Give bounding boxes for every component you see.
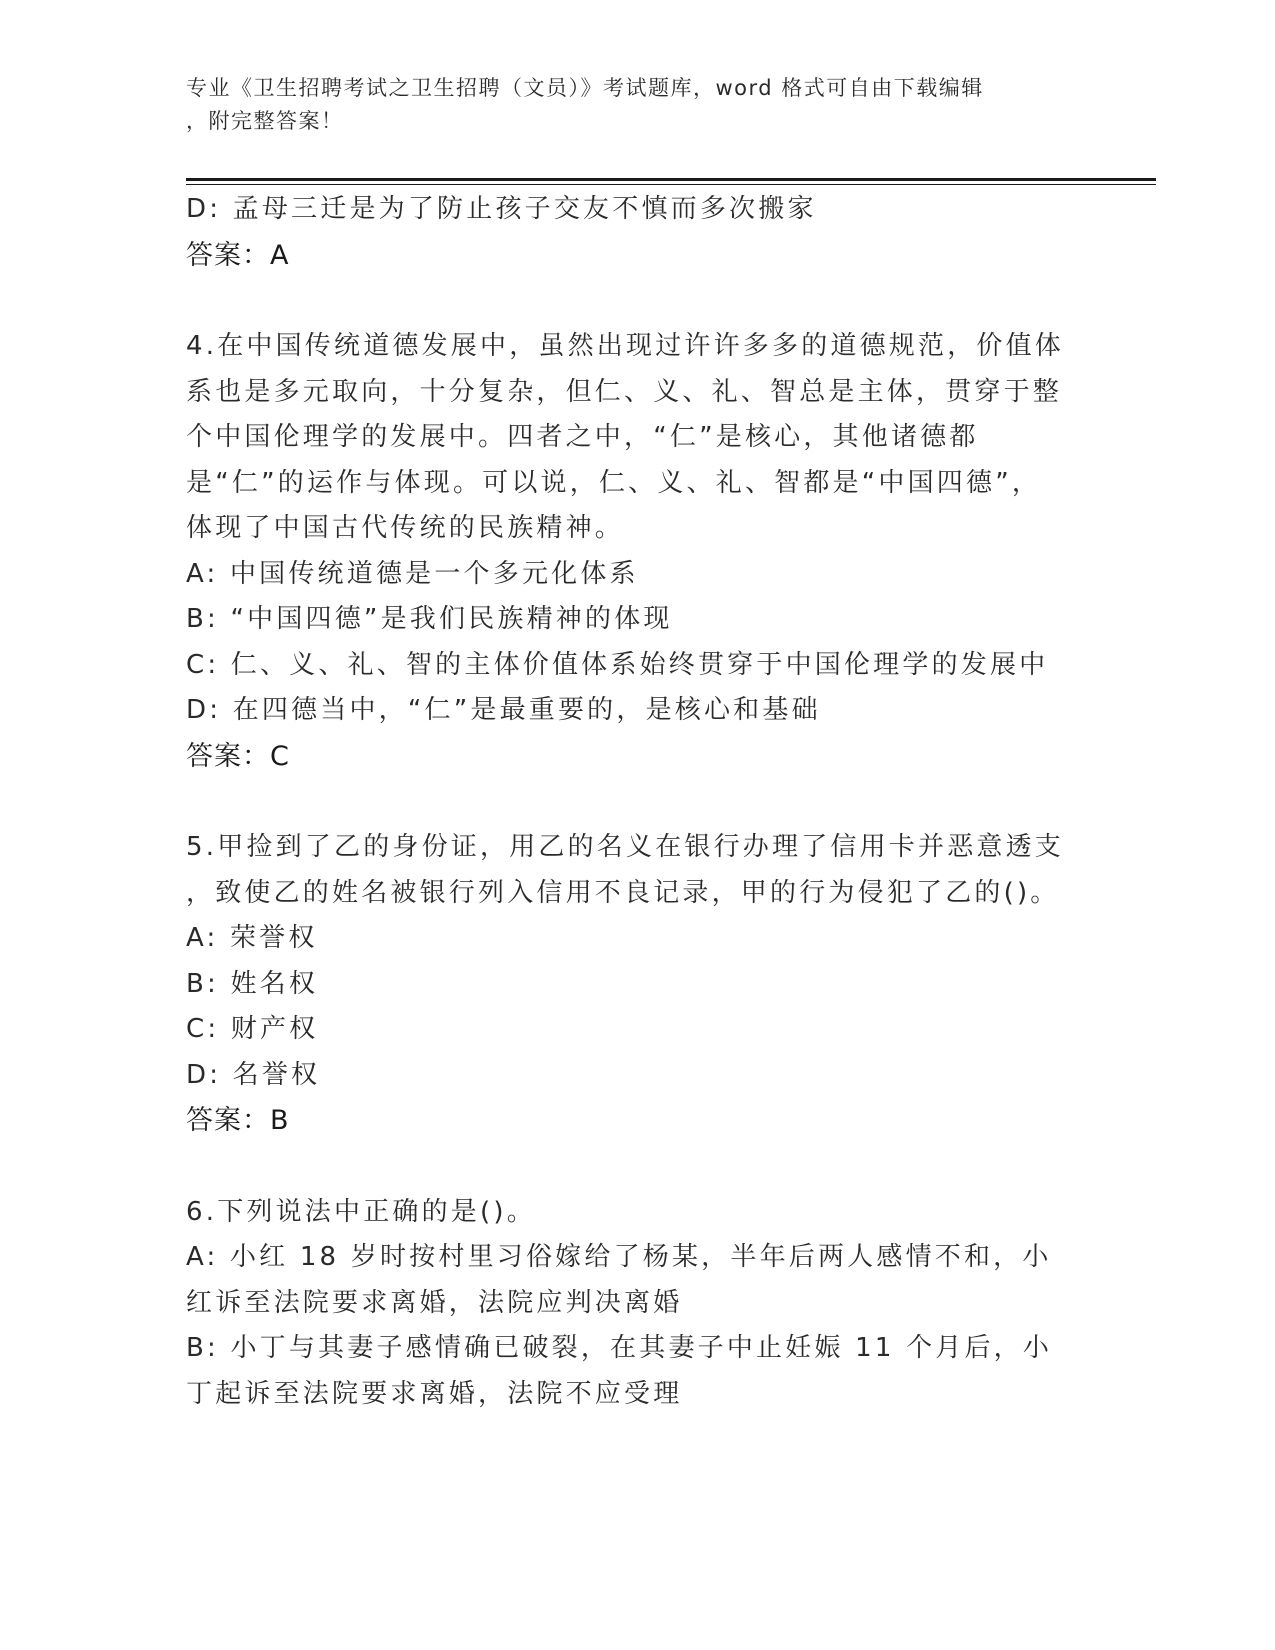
q3-answer: 答案：A [186,239,290,271]
q6-stem: 6.下列说法中正确的是()。 [186,1196,536,1227]
spacer [186,278,1066,324]
header-title-line-1: 专业《卫生招聘考试之卫生招聘（文员）》考试题库，word 格式可自由下载编辑 [186,76,984,100]
q5-option-d: D: 名誉权 [186,1059,321,1090]
q4-option-d: D: 在四德当中，“仁”是最重要的，是核心和基础 [186,695,821,725]
question-content [186,187,1066,1417]
q4-option-b: B: “中国四德”是我们民族精神的体现 [186,604,673,634]
q4-option-a: A: 中国传统道德是一个多元化体系 [186,558,639,589]
q5-stem-line-1: 5.甲捡到了乙的身份证，用乙的名义在银行办理了信用卡并恶意透支 [186,832,1065,862]
question-3-tail [186,187,1066,278]
q5-answer: 答案：B [186,1105,290,1136]
q5-option-a: A: 荣誉权 [186,923,318,953]
q4-answer: 答案：C [186,740,290,772]
document-header [186,72,1066,138]
question-4 [186,324,1066,779]
question-6 [186,1190,1066,1418]
header-rule-thin [186,184,1156,185]
q5-option-b: B: 姓名权 [186,968,319,999]
q5-stem-line-2: ，致使乙的姓名被银行列入信用不良记录，甲的行为侵犯了乙的()。 [186,877,1060,908]
q5-option-c: C: 财产权 [186,1014,319,1044]
spacer [186,1144,1066,1190]
q6-option-b: B: 小丁与其妻子感情确已破裂，在其妻子中止妊娠 11 个月后，小丁起诉至法院要求离婚，法院不应受理 [186,1333,1053,1409]
question-5 [186,825,1066,1144]
q4-option-c: C: 仁、义、礼、智的主体价值体系始终贯穿于中国伦理学的发展中 [186,649,1049,680]
header-rule-thick [186,178,1156,181]
q4-stem: 4.在中国传统道德发展中，虽然出现过许许多多的道德规范，价值体系也是多元取向，十分复杂，但仁、义、礼、智总是主体，贯穿于整个中国伦理学的发展中。四者之中，“仁”是核心，其他诸德都是“仁”的运作与体现。可以说，仁、义、礼、智都是“中国四德”，体现了中国古代传统的民族精神。 [186,331,1065,543]
q3-option-d: D: 孟母三迁是为了防止孩子交友不慎而多次搬家 [186,194,817,224]
header-title-line-2: ，附完整答案！ [186,109,344,133]
spacer [186,779,1066,825]
q6-option-a: A: 小红 18 岁时按村里习俗嫁给了杨某，半年后两人感情不和，小红诉至法院要求离婚，法院应判决离婚 [186,1242,1052,1318]
